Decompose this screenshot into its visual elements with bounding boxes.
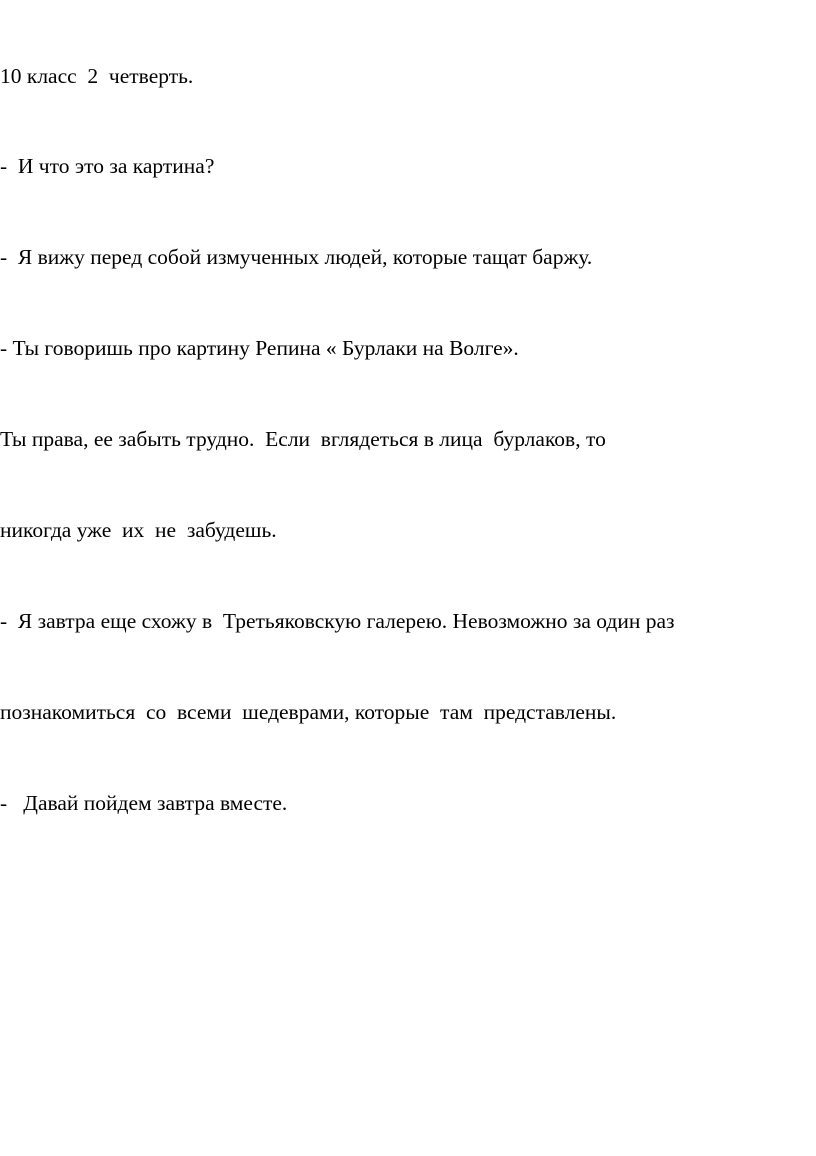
text-line-dialogue: - Ты говоришь про картину Репина « Бурлаки на Волге». xyxy=(0,336,519,361)
text-line-dialogue: - Давай пойдем завтра вместе. xyxy=(0,790,288,815)
text-line-heading: 10 класс 2 четверть. xyxy=(0,63,194,88)
text-line-dialogue: познакомиться со всеми шедеврами, которые там представлены. xyxy=(0,699,617,724)
text-line-dialogue: - Я вижу перед собой измученных людей, которые тащат баржу. xyxy=(0,245,593,270)
text-line-dialogue: никогда уже их не забудешь. xyxy=(0,518,277,543)
text-line-dialogue: Ты права, ее забыть трудно. Если вглядеться в лица бурлаков, то xyxy=(0,427,606,452)
text-line-dialogue: - Я завтра еще схожу в Третьяковскую галерею. Невозможно за один раз xyxy=(0,608,675,633)
text-line-dialogue: - И что это за картина? xyxy=(0,154,215,179)
